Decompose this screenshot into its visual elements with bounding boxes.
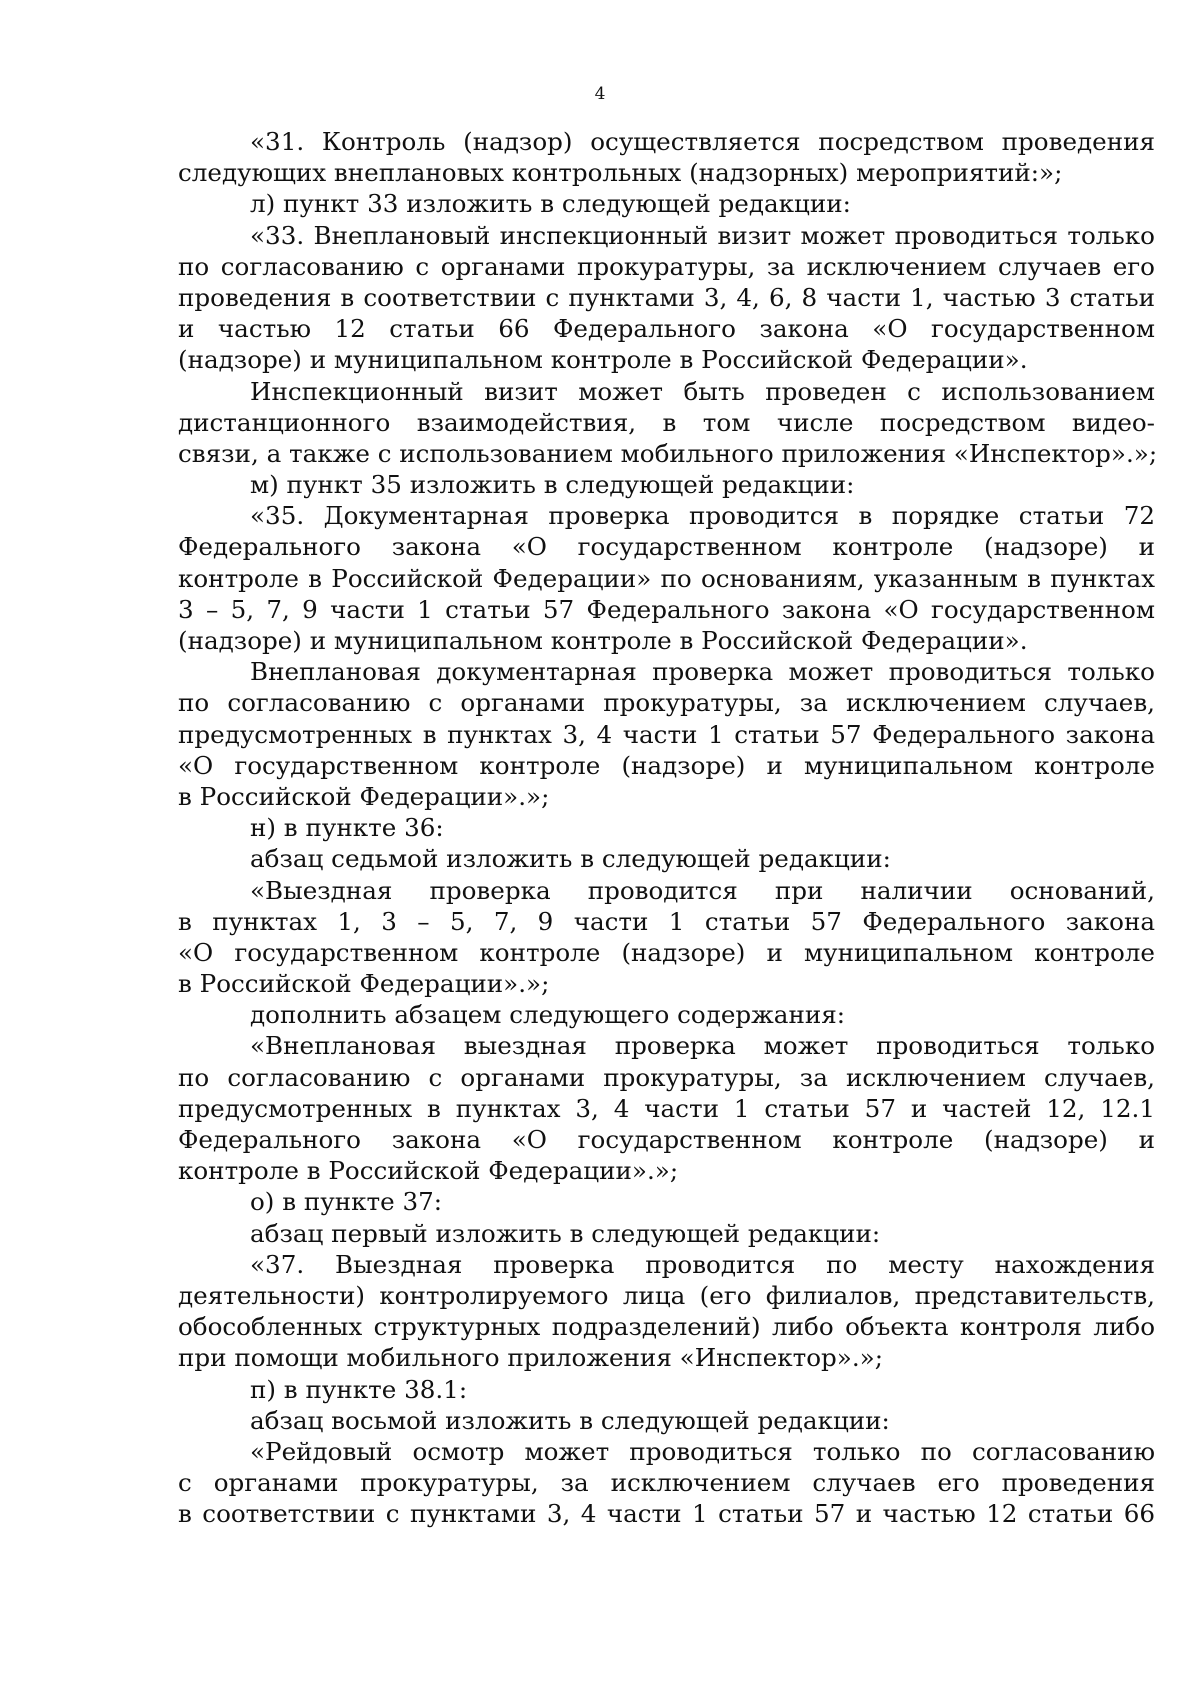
text-line: контроле в Российской Федерации» по основаниям, указанным в пунктах [178,563,1155,593]
text-line: 3 – 5, 7, 9 части 1 статьи 57 Федерального закона «О государственном [178,594,1155,624]
text-line: абзац седьмой изложить в следующей редакции: [250,844,891,874]
page-number: 4 [594,84,606,104]
text-line: абзац восьмой изложить в следующей редакции: [250,1405,890,1435]
text-line: «Внеплановая выездная проверка может проводиться только [250,1031,1155,1061]
text-line: предусмотренных в пунктах 3, 4 части 1 статьи 57 Федерального закона [178,719,1155,749]
text-line: дополнить абзацем следующего содержания: [250,1000,846,1030]
text-line: в Российской Федерации».»; [178,969,550,999]
text-line: по согласованию с органами прокуратуры, за исключением случаев, [178,1062,1155,1092]
text-line: с органами прокуратуры, за исключением случаев его проведения [178,1468,1155,1498]
text-line: Федерального закона «О государственном контроле (надзоре) и [178,1125,1155,1154]
text-line: «37. Выездная проверка проводится по месту нахождения [250,1249,1155,1279]
text-line: «Рейдовый осмотр может проводиться только по согласованию [250,1436,1155,1466]
text-line: следующих внеплановых контрольных (надзорных) мероприятий:»; [178,158,1063,188]
text-line: в Российской Федерации».»; [178,781,550,811]
text-line: «31. Контроль (надзор) осуществляется посредством проведения [250,127,1155,156]
text-line: п) в пункте 38.1: [250,1374,468,1404]
text-line: «33. Внеплановый инспекционный визит может проводиться только [250,220,1155,250]
text-line: обособленных структурных подразделений) либо объекта контроля либо [178,1312,1155,1342]
text-line: (надзоре) и муниципальном контроле в Российской Федерации». [178,626,1028,655]
text-line: о) в пункте 37: [250,1187,443,1217]
text-line: и частью 12 статьи 66 Федерального закона «О государственном [178,314,1155,344]
text-line: в пунктах 1, 3 – 5, 7, 9 части 1 статьи 57 Федерального закона [178,906,1155,936]
text-line: по согласованию с органами прокуратуры, за исключением случаев, [178,688,1155,718]
text-line: «О государственном контроле (надзоре) и муниципальном контроле [178,750,1155,780]
text-line: «О государственном контроле (надзоре) и муниципальном контроле [178,937,1155,967]
text-line: Внеплановая документарная проверка может проводиться только [250,657,1155,687]
text-line: (надзоре) и муниципальном контроле в Российской Федерации». [178,345,1028,375]
text-line: Инспекционный визит может быть проведен с использованием [250,376,1155,406]
text-line: по согласованию с органами прокуратуры, за исключением случаев его [178,251,1155,281]
text-line: проведения в соответствии с пунктами 3, 4, 6, 8 части 1, частью 3 статьи [178,282,1155,312]
text-line: л) пункт 33 изложить в следующей редакции: [250,189,851,219]
text-line: предусмотренных в пунктах 3, 4 части 1 статьи 57 и частей 12, 12.1 [178,1093,1155,1123]
text-line: в соответствии с пунктами 3, 4 части 1 статьи 57 и частью 12 статьи 66 [178,1499,1155,1529]
text-line: деятельности) контролируемого лица (его филиалов, представительств, [178,1280,1155,1310]
text-line: н) в пункте 36: [250,813,444,843]
text-line: контроле в Российской Федерации».»; [178,1156,679,1186]
text-line: м) пункт 35 изложить в следующей редакции: [250,470,855,500]
text-line: связи, а также с использованием мобильного приложения «Инспектор».»; [178,438,1158,468]
document-body [178,126,1158,1529]
text-line: Федерального закона «О государственном контроле (надзоре) и [178,532,1155,562]
text-line: «Выездная проверка проводится при наличии оснований, [250,875,1155,905]
text-line: «35. Документарная проверка проводится в порядке статьи 72 [250,501,1155,531]
text-line: дистанционного взаимодействия, в том числе посредством видео- [178,407,1155,437]
text-line: при помощи мобильного приложения «Инспектор».»; [178,1343,883,1373]
text-line: абзац первый изложить в следующей редакции: [250,1218,881,1248]
